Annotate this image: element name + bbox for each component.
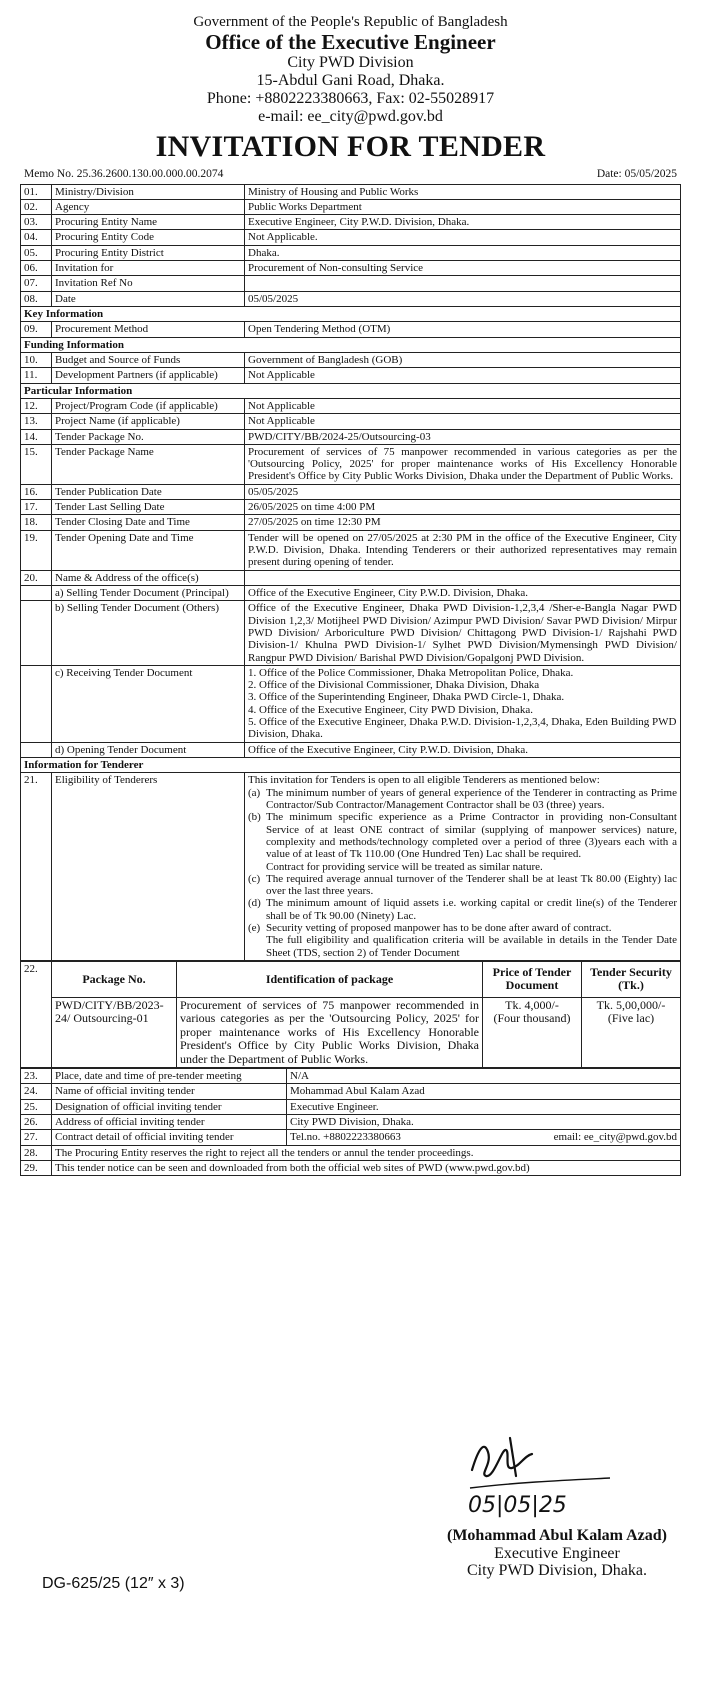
row-value: PWD/CITY/BB/2024-25/Outsourcing-03 <box>245 429 681 444</box>
column-header: Price of Tender Document <box>483 962 582 998</box>
row-key: Invitation for <box>52 261 245 276</box>
row-number: 01. <box>21 184 52 199</box>
table-row <box>21 322 681 337</box>
row-key: Date <box>52 291 245 306</box>
row-value: Government of Bangladesh (GOB) <box>245 352 681 367</box>
row-key: Tender Package No. <box>52 429 245 444</box>
table-row <box>21 1115 681 1130</box>
row-number: 13. <box>21 414 52 429</box>
row-key: d) Opening Tender Document <box>52 742 245 757</box>
list-item <box>248 811 677 860</box>
row-number: 20. <box>21 570 52 585</box>
section-heading: Particular Information <box>21 383 681 398</box>
row-number: 26. <box>21 1115 52 1130</box>
row-value: Office of the Executive Engineer, City P.W.D. Division, Dhaka. <box>245 742 681 757</box>
row-key: Name & Address of the office(s) <box>52 570 245 585</box>
office-name: Office of the Executive Engineer <box>205 29 496 54</box>
list-item <box>248 861 677 873</box>
row-number: 24. <box>21 1084 52 1099</box>
list-text: Contract for providing service will be treated as similar nature. <box>266 860 543 873</box>
row-key: Ministry/Division <box>52 184 245 199</box>
list-item: 3. Office of the Superintending Engineer, Dhaka PWD Circle-1, Dhaka. <box>248 691 565 704</box>
list-text: The minimum specific experience as a Prime Contractor in providing non-Consultant Service of at least ONE contract of similar (supplying of manpower services) nature, complexity and methods/technology completed over a period of three (3)years each with a value of at least of Tk 110.00 (One Hundred Ten) Lac shall be required. <box>266 811 677 861</box>
row-number: 05. <box>21 245 52 260</box>
row-number: 16. <box>21 484 52 499</box>
row-value: Office of the Executive Engineer, City P.W.D. Division, Dhaka. <box>245 585 681 600</box>
list-item: 5. Office of the Executive Engineer, Dhaka P.W.D. Division-1,2,3,4, Dhaka, Eden Building PWD Division, Dhaka. <box>248 716 677 741</box>
row-key: Procuring Entity Code <box>52 230 245 245</box>
list-text: The required average annual turnover of the Tenderer shall be at least Tk 80.00 (Eighty) lac over the last three years. <box>266 872 677 898</box>
section-heading: Funding Information <box>21 337 681 352</box>
table-row <box>21 585 681 600</box>
row-number: 12. <box>21 398 52 413</box>
row-number: 23. <box>21 1069 52 1084</box>
row-number: 04. <box>21 230 52 245</box>
list-item: 4. Office of the Executive Engineer, City PWD Division, Dhaka. <box>248 703 533 716</box>
table-row <box>21 1160 681 1175</box>
row-key: a) Selling Tender Document (Principal) <box>52 585 245 600</box>
row-value <box>245 665 681 742</box>
signatory-name: (Mohammad Abul Kalam Azad) <box>446 1527 667 1544</box>
table-row <box>21 230 681 245</box>
list-item <box>248 787 677 812</box>
memo-date: Date: 05/05/2025 <box>596 167 677 180</box>
row-value: The Procuring Entity reserves the right to reject all the tenders or annul the tender proceedings. <box>52 1145 681 1160</box>
row-number: 29. <box>21 1160 52 1175</box>
table-header-row <box>21 962 681 998</box>
table-row <box>21 261 681 276</box>
table-row <box>21 665 681 742</box>
table-row <box>21 1069 681 1084</box>
list-text: Security vetting of proposed manpower has to be done after award of contract. <box>266 922 612 935</box>
row-value <box>287 1130 681 1145</box>
row-value: Dhaka. <box>245 245 681 260</box>
table-row <box>21 1099 681 1114</box>
row-value: Not Applicable <box>245 414 681 429</box>
table-row <box>21 215 681 230</box>
row-value: Executive Engineer, City P.W.D. Division, Dhaka. <box>245 215 681 230</box>
row-number: 06. <box>21 261 52 276</box>
row-value: Not Applicable. <box>245 230 681 245</box>
row-key: Address of official inviting tender <box>52 1115 287 1130</box>
row-number: 25. <box>21 1099 52 1114</box>
list-item: 2. Office of the Divisional Commissioner, Dhaka Division, Dhaka <box>248 679 540 692</box>
row-value: Tender will be opened on 27/05/2025 at 2:30 PM in the office of the Executive Engineer, City P.W.D. Division, Dhaka. Intending Tenderers or their authorized representatives may remain present during opening of tender. <box>245 530 681 570</box>
official-table <box>20 1068 681 1176</box>
row-value: Procurement of Non-consulting Service <box>245 261 681 276</box>
table-row <box>21 601 681 666</box>
row-number <box>21 585 52 600</box>
row-key: Development Partners (if applicable) <box>52 368 245 383</box>
section-heading: Key Information <box>21 307 681 322</box>
table-row <box>21 199 681 214</box>
table-row <box>21 184 681 199</box>
row-value: 05/05/2025 <box>245 484 681 499</box>
list-marker: (e) <box>248 922 261 935</box>
column-header: Identification of package <box>177 962 483 998</box>
row-value: 05/05/2025 <box>245 291 681 306</box>
row-value: 26/05/2025 on time 4:00 PM <box>245 500 681 515</box>
table-row <box>21 444 681 484</box>
handwritten-signature <box>450 1430 630 1522</box>
row-value: Public Works Department <box>245 199 681 214</box>
row-value: This tender notice can be seen and downloaded from both the official web sites of PWD (www.pwd.gov.bd) <box>52 1160 681 1175</box>
column-header: Package No. <box>52 962 177 998</box>
row-value: N/A <box>287 1069 681 1084</box>
row-value: Not Applicable <box>245 398 681 413</box>
package-table <box>20 961 681 1068</box>
row-value <box>245 570 681 585</box>
table-row <box>21 398 681 413</box>
section-row <box>21 307 681 322</box>
row-number: 02. <box>21 199 52 214</box>
table-row <box>21 484 681 499</box>
list-text: The minimum amount of liquid assets i.e. working capital or credit line(s) of the Tenderer shall be of Tk 90.00 (Ninety) Lac. <box>266 897 677 922</box>
table-row <box>21 742 681 757</box>
division-line: City PWD Division <box>287 54 414 72</box>
phone-line: Phone: +8802223380663, Fax: 02-55028917 <box>206 90 495 108</box>
row-number: 03. <box>21 215 52 230</box>
tender-notice <box>20 0 681 1592</box>
row-key: Tender Closing Date and Time <box>52 515 245 530</box>
row-number: 28. <box>21 1145 52 1160</box>
row-number <box>21 601 52 666</box>
table-row <box>21 1084 681 1099</box>
row-key: Designation of official inviting tender <box>52 1099 287 1114</box>
table-row <box>21 245 681 260</box>
row-value: Mohammad Abul Kalam Azad <box>287 1084 681 1099</box>
table-row <box>21 1145 681 1160</box>
signatory-division: City PWD Division, Dhaka. <box>466 1562 647 1580</box>
row-key: Eligibility of Tenderers <box>52 773 245 961</box>
row-number: 08. <box>21 291 52 306</box>
row-key: c) Receiving Tender Document <box>52 665 245 742</box>
table-row <box>21 429 681 444</box>
table-row <box>21 530 681 570</box>
government-line: Government of the People's Republic of Bangladesh <box>193 14 508 30</box>
row-key: b) Selling Tender Document (Others) <box>52 601 245 666</box>
package-identification: Procurement of services of 75 manpower recommended in various categories as per the 'Outsourcing Policy, 2025' for proper maintenance works of His Excellency Honorable President's Office by City Public Works Division, Dhaka under the Department of Public Works. <box>177 997 483 1067</box>
row-value: Open Tendering Method (OTM) <box>245 322 681 337</box>
list-item <box>248 934 677 959</box>
row-key: Project/Program Code (if applicable) <box>52 398 245 413</box>
dg-reference: DG-625/25 (12″ x 3) <box>42 1575 185 1592</box>
contact-phone: Tel.no. +8802223380663 <box>290 1131 401 1144</box>
row-number: 10. <box>21 352 52 367</box>
list-item: 1. Office of the Police Commissioner, Dhaka Metropolitan Police, Dhaka. <box>248 666 574 679</box>
row-value: Procurement of services of 75 manpower recommended in various categories as per the 'Outsourcing Policy, 2025' for proper maintenance works of His Excellency Honorable President's Office by City Public Works Division, Dhaka under the Department of Public Works. <box>245 444 681 484</box>
row-number: 19. <box>21 530 52 570</box>
list-item <box>248 897 677 922</box>
row-key: Agency <box>52 199 245 214</box>
tender-info-table <box>20 184 681 962</box>
row-key: Invitation Ref No <box>52 276 245 291</box>
row-key: Place, date and time of pre-tender meeting <box>52 1069 287 1084</box>
row-number: 14. <box>21 429 52 444</box>
row-key: Tender Opening Date and Time <box>52 530 245 570</box>
email-line: e-mail: ee_city@pwd.gov.bd <box>258 108 443 126</box>
section-row <box>21 758 681 773</box>
row-key: Tender Last Selling Date <box>52 500 245 515</box>
signature-date: 05|05|25 <box>468 1493 567 1518</box>
table-row <box>21 414 681 429</box>
tender-security: Tk. 5,00,000/- (Five lac) <box>582 997 681 1067</box>
row-number: 11. <box>21 368 52 383</box>
list-marker: (b) <box>248 811 261 824</box>
section-heading: Information for Tenderer <box>21 758 681 773</box>
memo-line <box>24 168 677 180</box>
row-number: 09. <box>21 322 52 337</box>
row-number: 15. <box>21 444 52 484</box>
table-row <box>21 997 681 1067</box>
row-number: 27. <box>21 1130 52 1145</box>
column-header: Tender Security (Tk.) <box>582 962 681 998</box>
signatory-designation: Executive Engineer <box>494 1544 620 1562</box>
row-value: 27/05/2025 on time 12:30 PM <box>245 515 681 530</box>
row-number: 17. <box>21 500 52 515</box>
table-row <box>21 500 681 515</box>
memo-number: Memo No. 25.36.2600.130.00.000.00.2074 <box>24 167 224 180</box>
row-key: Procuring Entity Name <box>52 215 245 230</box>
list-text: The full eligibility and qualification criteria will be available in details in the Tender Date Sheet (TDS, section 2) of Tender Document <box>266 934 677 959</box>
eligibility-criteria <box>245 773 681 961</box>
table-row <box>21 352 681 367</box>
list-text: The minimum number of years of general experience of the Tenderer in contracting as Prime Contractor/Sub Contractor/Management Contractor shall be 03 (three) years. <box>266 786 677 811</box>
row-number: 18. <box>21 515 52 530</box>
table-row <box>21 276 681 291</box>
table-row <box>21 570 681 585</box>
section-row <box>21 337 681 352</box>
row-key: Name of official inviting tender <box>52 1084 287 1099</box>
row-key: Procuring Entity District <box>52 245 245 260</box>
row-value: Ministry of Housing and Public Works <box>245 184 681 199</box>
row-value: Office of the Executive Engineer, Dhaka PWD Division-1,2,3,4 /Sher-e-Bangla Nagar PWD Division 1,2,3/ Motijheel PWD Division/ Azimpur PWD Division/ Savar PWD Division/ Mirpur PWD Division/ Arboriculture PWD Division/ Chittagong PWD Division-1/ Rajshahi PWD Division-1/ Khulna PWD Division-1/ Sylhet PWD Division/Mymensingh PWD Division/ Rangpur PWD Division/ Barishal PWD Division/Gopalgonj PWD Division. <box>245 601 681 666</box>
row-key: Contract detail of official inviting tender <box>52 1130 287 1145</box>
list-marker: (c) <box>248 872 261 885</box>
list-marker: (a) <box>248 786 261 799</box>
row-number: 22. <box>21 962 52 1068</box>
list-marker: (d) <box>248 897 261 910</box>
table-row <box>21 368 681 383</box>
row-number <box>21 665 52 742</box>
row-key: Budget and Source of Funds <box>52 352 245 367</box>
page-title: INVITATION FOR TENDER <box>155 129 546 163</box>
contact-email: email: ee_city@pwd.gov.bd <box>553 1131 677 1144</box>
row-value <box>245 276 681 291</box>
row-number: 07. <box>21 276 52 291</box>
row-value: Executive Engineer. <box>287 1099 681 1114</box>
table-row <box>21 515 681 530</box>
tender-price: Tk. 4,000/- (Four thousand) <box>483 997 582 1067</box>
address-line: 15-Abdul Gani Road, Dhaka. <box>256 72 445 90</box>
signature-block <box>447 1527 667 1580</box>
row-key: Tender Publication Date <box>52 484 245 499</box>
row-number: 21. <box>21 773 52 961</box>
list-item <box>248 873 677 898</box>
row-value: City PWD Division, Dhaka. <box>287 1115 681 1130</box>
table-row <box>21 773 681 961</box>
row-value: Not Applicable <box>245 368 681 383</box>
row-key: Project Name (if applicable) <box>52 414 245 429</box>
list-item <box>248 922 677 934</box>
letterhead <box>20 14 681 164</box>
row-key: Tender Package Name <box>52 444 245 484</box>
table-row <box>21 1130 681 1145</box>
section-row <box>21 383 681 398</box>
row-number <box>21 742 52 757</box>
row-key: Procurement Method <box>52 322 245 337</box>
package-number: PWD/CITY/BB/2023-24/ Outsourcing-01 <box>52 997 177 1067</box>
eligibility-intro: This invitation for Tenders is open to all eligible Tenderers as mentioned below: <box>248 774 600 787</box>
table-row <box>21 291 681 306</box>
